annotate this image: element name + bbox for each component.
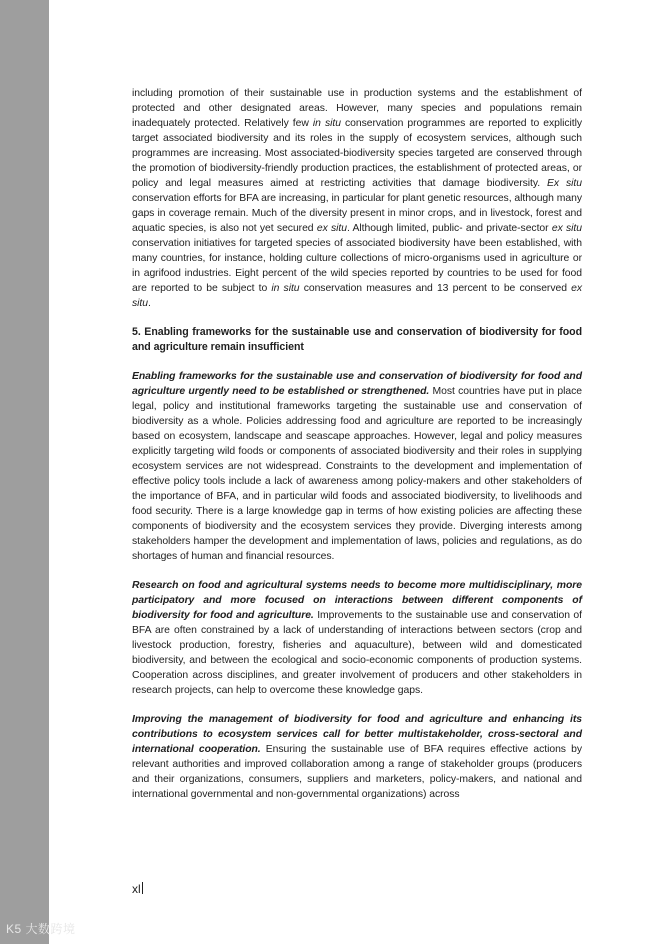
lead-sentence: Research on food and agricultural systems needs to become more multidisciplinary, more participatory and more focused on interactions between different components of biodiversity for food and agriculture. bbox=[132, 580, 582, 621]
lead-sentence: Enabling frameworks for the sustainable use and conservation of biodiversity for food and agriculture urgently need to be established or strengthened. bbox=[132, 371, 582, 397]
paragraph-research bbox=[132, 578, 582, 698]
page-number bbox=[132, 882, 143, 896]
gray-margin-band bbox=[0, 0, 49, 944]
text-run: conservation programmes are reported to explicitly target associated biodiversity and its roles in the supply of ecosystem services, although such programmes are increasing. Most associated-biodiversity species targeted are conserved through the promotion of biodiversity-friendly production practices, the establishment of protected areas, or policy and legal measures aimed at restricting activities that damage biodiversity. bbox=[132, 118, 583, 189]
italic-term: ex situ bbox=[316, 223, 347, 234]
paragraph-conservation bbox=[132, 86, 582, 311]
section-heading: 5. Enabling frameworks for the sustainable use and conservation of biodiversity for food and agriculture remain insufficient bbox=[132, 326, 582, 353]
text-run: Most countries have put in place legal, policy and institutional frameworks targeting the sustainable use and conservation of biodiversity as a whole. Policies addressing food and agriculture are reported to be increasingly based on ecosystem, landscape and seascape approaches. However, legal and policy measures explicitly targeting wild foods or components of associated biodiversity and their roles in supplying ecosystem services are not widespread. Constraints to the development and implementation of effective policy tools include a lack of awareness among policy-makers and other stakeholders of the importance of BFA, and in particular wild foods and associated biodiversity, to livelihoods and food security. There is a large knowledge gap in terms of how existing policies are affecting these components of biodiversity and the ecosystem services they provide. Diverging interests among stakeholders hamper the development and implementation of laws, policies and regulations, as do shortages of human and financial resources. bbox=[132, 386, 582, 562]
page-number-text: xl bbox=[132, 882, 141, 896]
italic-term: in situ bbox=[271, 283, 300, 294]
text-run: Ensuring the sustainable use of BFA requires effective actions by relevant authorities and improved collaboration among a range of stakeholder groups (producers and their organizations, consumers, suppliers and marketers, policy-makers, and national and international governmental and non-governmental organizations) across bbox=[132, 744, 582, 800]
page-body bbox=[132, 86, 582, 802]
watermark: K5 大数跨境 bbox=[6, 922, 76, 936]
text-run: . bbox=[147, 298, 151, 309]
text-run: . Although limited, public- and private-sector bbox=[346, 223, 552, 234]
paragraph-enabling-frameworks bbox=[132, 369, 582, 564]
text-run: Improvements to the sustainable use and conservation of BFA are often constrained by a lack of understanding of interactions between sectors (crop and livestock production, forestry, fisheries and aquaculture), between wild and domesticated biodiversity, and between the ecological and socio-economic components of production systems. Cooperation across disciplines, and greater involvement of producers and other stakeholders in research projects, can help to overcome these knowledge gaps. bbox=[132, 610, 582, 696]
italic-term: ex situ bbox=[551, 223, 582, 234]
text-run: conservation efforts for BFA are increasing, in particular for plant genetic resources, although many gaps in coverage remain. Much of the diversity present in minor crops, and in livestock, forest and aquatic species, is also not yet secured bbox=[132, 193, 582, 234]
lead-sentence: Improving the management of biodiversity for food and agriculture and enhancing its contributions to ecosystem services call for better multistakeholder, cross-sectoral and international cooperation. bbox=[132, 714, 582, 755]
paragraph-management bbox=[132, 712, 582, 802]
text-run: conservation measures and 13 percent to be conserved bbox=[299, 283, 572, 294]
text-run: conservation initiatives for targeted species of associated biodiversity have been established, with many countries, for instance, holding culture collections of micro-organisms used in agriculture or in agrifood industries. Eight percent of the wild species reported by countries to be used for food are reported to be subject to bbox=[132, 238, 582, 294]
italic-term: Ex situ bbox=[547, 178, 582, 189]
italic-term: in situ bbox=[312, 118, 341, 129]
text-run: including promotion of their sustainable use in production systems and the establishment of protected and other designated areas. However, many species and populations remain inadequately protected. Relatively few bbox=[132, 88, 582, 129]
page-number-rule bbox=[142, 882, 143, 894]
italic-term: ex situ bbox=[132, 283, 582, 309]
